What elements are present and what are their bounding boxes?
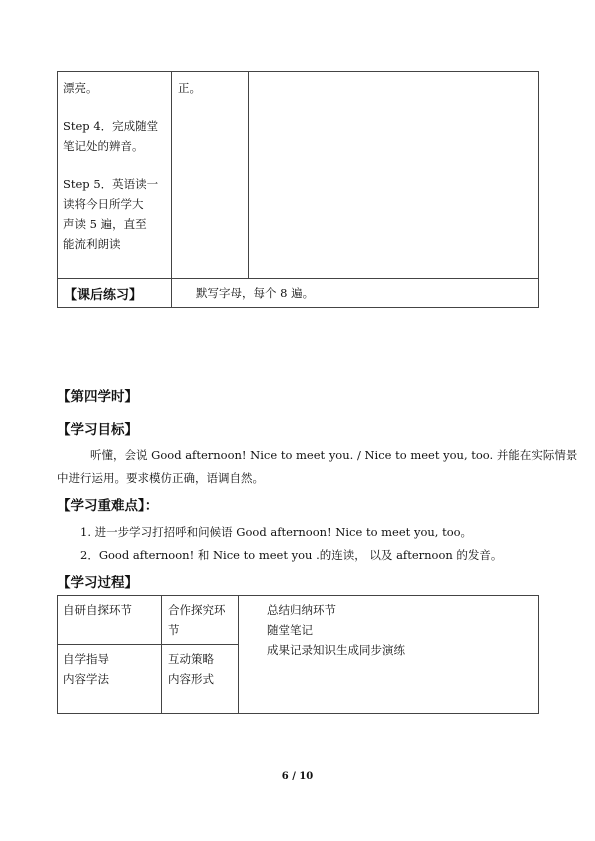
key-points-heading: 【学习重难点】：: [57, 498, 159, 514]
summary-cell: [249, 72, 539, 279]
cell-text: 总结归纳环节: [267, 603, 336, 617]
lesson-title: 【第四学时】: [57, 389, 138, 405]
cell-text: 互动策略: [168, 652, 214, 666]
cell-text: 漂亮。: [63, 81, 98, 95]
cell-text: 正。: [178, 81, 201, 95]
step5-text: Step 5．英语读一: [63, 177, 159, 191]
homework-text: 默写字母，每个 8 遍。: [172, 279, 539, 308]
step5-text: 读将今日所学大: [63, 197, 144, 211]
objectives-line: 听懂，会说 Good afternoon! Nice to meet you. / Nice to meet you, too. 并能在实际情景: [90, 448, 578, 462]
cell-text: 节: [168, 623, 180, 637]
homework-label: 【课后练习】: [58, 279, 172, 308]
cell-text: 合作探究环: [168, 603, 226, 617]
process-cell: [239, 596, 539, 714]
cell-text: 自学指导: [63, 652, 109, 666]
cell-text: 随堂笔记: [267, 623, 313, 637]
step4-text: Step 4．完成随堂: [63, 119, 159, 133]
page-number: 6 / 10: [281, 771, 314, 782]
objectives-heading: 【学习目标】: [57, 422, 138, 438]
step5-text: 声读 5 遍，直至: [63, 217, 147, 231]
cell-text: 内容学法: [63, 672, 109, 686]
process-cell: [162, 596, 239, 645]
cell-text: 成果记录知识生成同步演练: [267, 643, 405, 657]
process-heading: 【学习过程】: [57, 575, 138, 591]
step5-text: 能流利朗读: [63, 237, 121, 251]
step4-text: 笔记处的辨音。: [63, 139, 144, 153]
key-point-item: 1. 进一步学习打招呼和问候语 Good afternoon! Nice to meet you, too。: [80, 525, 473, 539]
objectives-line: 中进行运用。要求模仿正确，语调自然。: [57, 471, 264, 485]
self-study-cell: [58, 72, 172, 279]
cell-text: 自研自探环节: [63, 603, 132, 617]
cell-text: 内容形式: [168, 672, 214, 686]
process-table: [57, 595, 539, 714]
continuation-table: [57, 71, 539, 308]
cooperative-cell: [172, 72, 249, 279]
process-cell: [58, 596, 162, 645]
process-cell: [58, 645, 162, 714]
key-point-item: 2．Good afternoon! 和 Nice to meet you .的连读， 以及 afternoon 的发音。: [80, 548, 503, 562]
process-cell: [162, 645, 239, 714]
